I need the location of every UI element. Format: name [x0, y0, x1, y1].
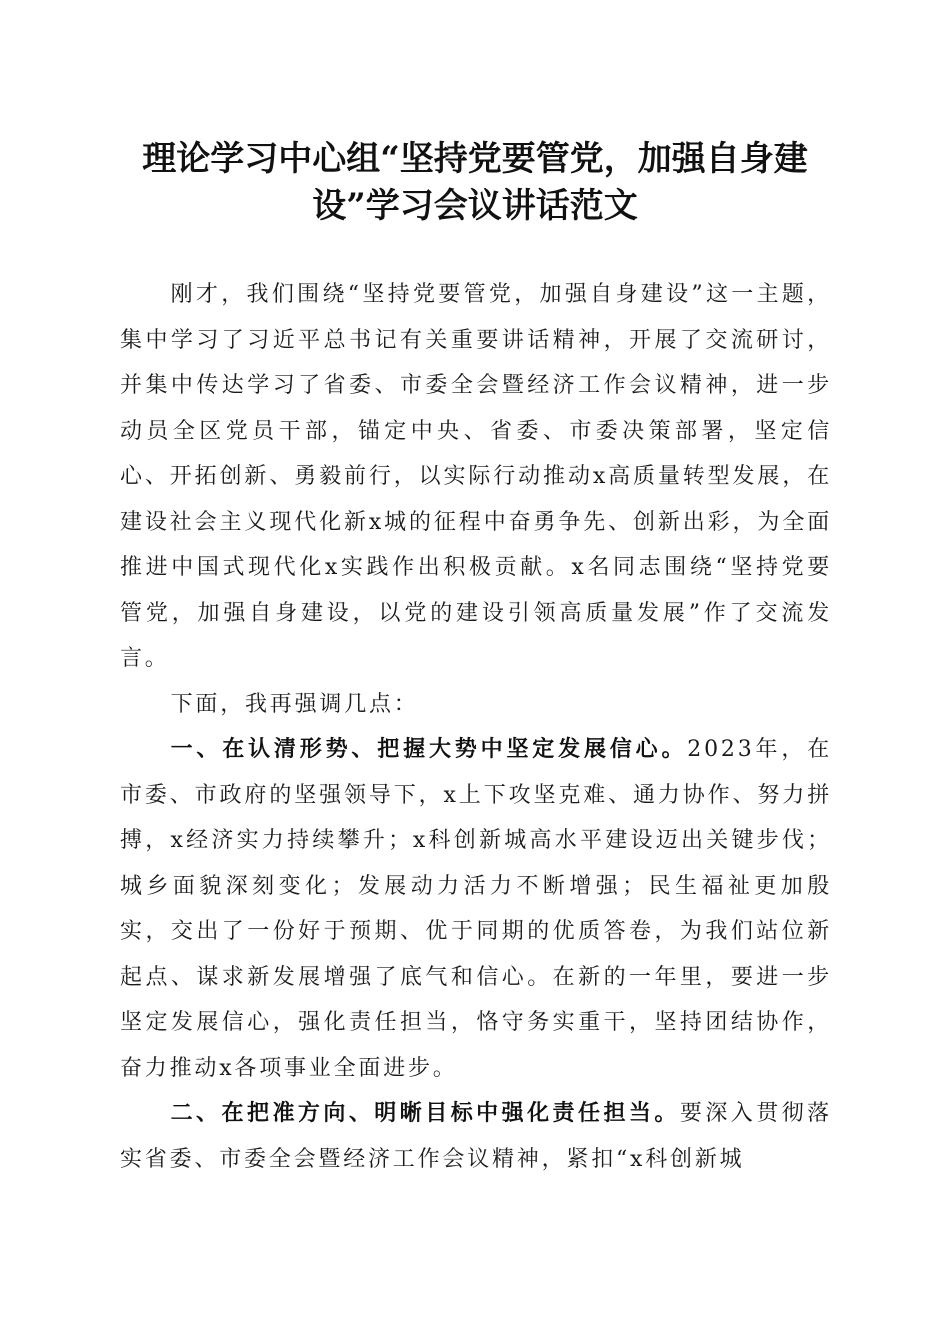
section-one-heading: 一、在认清形势、把握大势中坚定发展信心。 — [170, 736, 688, 762]
section-one-text: 2023年，在市委、市政府的坚强领导下，x上下攻坚克难、通力协作、努力拼搏，x经济实力持续攀升；x科创新城高水平建设迈出关键步伐；城乡面貌深刻变化；发展动力活力不断增强；民生福祉更加殷实，交出了一份好于预期、优于同期的优质答卷，为我们站位新起点、谋求新发展增强了底气和信心。在新的一年里，要进一步坚定发展信心，强化责任担当，恪守务实重干，坚持团结协作，奋力推动x各项事业全面进步。 — [120, 737, 832, 1081]
paragraph-text: 刚才，我们围绕“坚持党要管党，加强自身建设”这一主题，集中学习了习近平总书记有关重要讲话精神，开展了交流研讨，并集中传达学习了省委、市委全会暨经济工作会议精神，进一步动员全区党员干部，锚定中央、省委、市委决策部署，坚定信心、开拓创新、勇毅前行，以实际行动推动x高质量转型发展，在建设社会主义现代化新x城的征程中奋勇争先、创新出彩，为全面推进中国式现代化x实践作出积极贡献。x名同志围绕“坚持党要管党，加强自身建设，以党的建设引领高质量发展”作了交流发言。 — [120, 282, 832, 671]
document-title: 理论学习中心组“坚持党要管党，加强自身建设”学习会议讲话范文 — [142, 139, 808, 226]
paragraph-intro — [120, 272, 832, 682]
section-two-heading: 二、在把准方向、明晰目标中强化责任担当。 — [170, 1100, 680, 1126]
document-body — [120, 272, 832, 1182]
section-two-text: 要深入贯彻落实省委、市委全会暨经济工作会议精神，紧扣“x科创新城 — [120, 1101, 832, 1172]
paragraph-text: 下面，我再强调几点： — [170, 691, 419, 717]
paragraph-section-two — [120, 1091, 832, 1182]
paragraph-section-one — [120, 727, 832, 1091]
paragraph-transition — [120, 682, 832, 728]
